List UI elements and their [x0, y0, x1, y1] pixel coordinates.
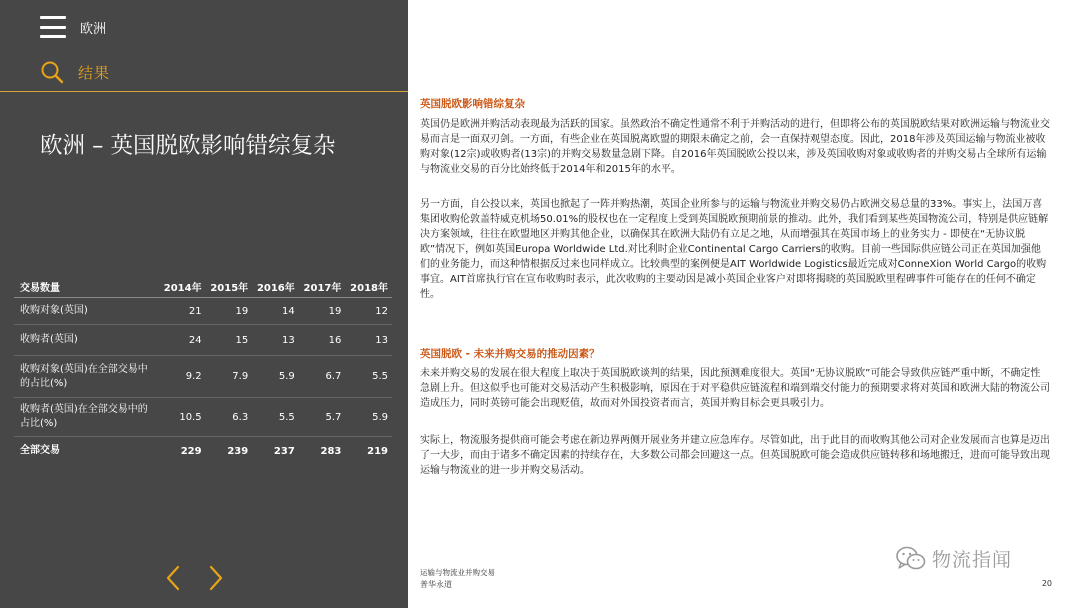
table-header: 2014年: [159, 275, 206, 298]
search-icon[interactable]: [40, 60, 64, 84]
table-cell: 21: [159, 298, 206, 325]
table-cell: 6.7: [299, 356, 346, 398]
row-label: 收购者(英国)在全部交易中的占比(%): [14, 398, 159, 437]
table-cell: 19: [299, 298, 346, 325]
table-cell: 14: [252, 298, 299, 325]
watermark: [896, 545, 1012, 572]
table-header: 交易数量: [14, 275, 159, 298]
table-cell: 9.2: [159, 356, 206, 398]
row-label: 收购对象(英国)在全部交易中的占比(%): [14, 356, 159, 398]
table-total-row: [14, 437, 392, 466]
table-cell: 219: [367, 445, 388, 457]
table-cell: 237: [273, 445, 295, 457]
chevron-left-icon[interactable]: [163, 564, 183, 592]
chevron-right-icon[interactable]: [206, 564, 226, 592]
paragraph: 未来并购交易的发展在很大程度上取决于英国脱欧谈判的结果，因此预测难度很大。英国“无协议脱欧”可能会导致供应链严重中断，不确定性急剧上升。但这似乎也可能对交易活动产生积极影响，原因在于对平稳供应链流程和端到端交付能力的预期要求将对英国和欧洲大陆的物流公司造成压力，同时英镑可能会出现贬值，故而对外国投资者而言，英国并购目标会更具吸引力。: [420, 368, 1050, 409]
table-cell: 13: [345, 325, 392, 356]
table-row: [14, 298, 392, 325]
table-cell: 7.9: [206, 356, 253, 398]
table-header: 2016年: [252, 275, 299, 298]
search-row[interactable]: [40, 60, 110, 84]
table-cell: 5.9: [252, 356, 299, 398]
footer-brand: 普华永道: [420, 580, 452, 589]
page-title: 欧洲 – 英国脱欧影响错综复杂: [40, 133, 336, 159]
wechat-icon: [896, 546, 926, 572]
table-row: [14, 356, 392, 398]
table-header: 2015年: [206, 275, 253, 298]
row-label: 收购对象(英国): [14, 298, 159, 325]
table-cell: 239: [227, 445, 249, 457]
table-header-row: [14, 275, 392, 298]
results-label: 结果: [78, 63, 111, 82]
table-cell: 6.3: [206, 398, 253, 437]
table-cell: 12: [345, 298, 392, 325]
page-number: 20: [1041, 579, 1052, 588]
paragraph: 实际上，物流服务提供商可能会考虑在新边界两侧开展业务并建立应急库存。尽管如此，出于此目的而收购其他公司对企业发展而言也算是迈出了一大步，而由于诸多不确定因素的持续存在，大多数公司都会回避这一点。但英国脱欧可能会造成供应链转移和场地搬迁，进而可能导致出现运输与物流业的进一步并购交易活动。: [420, 435, 1050, 476]
table-header: 2017年: [299, 275, 346, 298]
table-row: [14, 398, 392, 437]
table-cell: 283: [320, 445, 342, 457]
paragraph: 英国仍是欧洲并购活动表现最为活跃的国家。虽然政治不确定性通常不利于并购活动的进行，但即将公布的英国脱欧结果对欧洲运输与物流业交易而言是一面双刃剑。一方面，有些企业在英国脱离欧盟的期限未确定之前，会一直保持观望态度。因此，2018年涉及英国运输与物流业被收购对象(12宗)或收购者(13宗)的并购交易数量急剧下降。自2016年英国脱欧公投以来，涉及英国收购对象或收购者的并购交易占全球所有运输与物流业交易的百分比始终低于2014年和2015年的水平。: [420, 119, 1050, 175]
row-label: 全部交易: [20, 445, 60, 456]
table-cell: 15: [206, 325, 253, 356]
watermark-text: 物流指闻: [932, 549, 1013, 571]
menu-row[interactable]: [40, 16, 106, 38]
divider: [0, 91, 408, 92]
table-cell: 10.5: [159, 398, 206, 437]
deal-count-table: [14, 275, 392, 465]
table-cell: 5.5: [252, 398, 299, 437]
table-cell: 229: [180, 445, 202, 457]
table-cell: 5.7: [299, 398, 346, 437]
row-label: 收购者(英国): [14, 325, 159, 356]
section-heading: 英国脱欧 - 未来并购交易的推动因素？: [420, 348, 600, 360]
paragraph: 另一方面，自公投以来，英国也掀起了一阵并购热潮，英国企业所参与的运输与物流业并购交易仍占欧洲交易总量的33%。事实上，法国万喜集团收购伦敦盖特威克机场50.01%的股权也在一定程度上受到英国脱欧预期前景的推动。此外，我们看到某些英国物流公司，特别是供应链解决方案领域，往往在欧盟地区并购其他企业，以确保其在欧洲大陆仍有立足之地，从而增强其在英国市场上的业务实力 - 即使在“无协议脱欧”情况下，例如英国Europa Worldwide Ltd.对比利时企业Continental Cargo Carriers的收购。目前一些国际供应链公司正在英国加强他们的业务能力，而这种情根据反过来也同样成立。比较典型的案例便是AIT Worldwide Logistics最近完成对ConneXion World Cargo的收购事宜。AIT首席执行官在宣布收购时表示，此次收购的主要动因是减小英国企业客户对即将揭晓的英国脱欧里程碑事件可能存在的任何不确定性。: [420, 199, 1049, 300]
table-cell: 19: [206, 298, 253, 325]
table-cell: 5.5: [345, 356, 392, 398]
section-heading: 英国脱欧影响错综复杂: [420, 98, 525, 110]
table-cell: 5.9: [345, 398, 392, 437]
sidebar-panel: [0, 0, 408, 608]
section-label: 欧洲: [80, 21, 107, 37]
table-cell: 13: [252, 325, 299, 356]
table-header: 2018年: [345, 275, 392, 298]
article-panel: [408, 0, 1080, 608]
table-row: [14, 325, 392, 356]
footer-title: 运输与物流业并购交易: [420, 568, 495, 577]
menu-icon[interactable]: [40, 16, 66, 38]
table-cell: 16: [299, 325, 346, 356]
table-cell: 24: [159, 325, 206, 356]
